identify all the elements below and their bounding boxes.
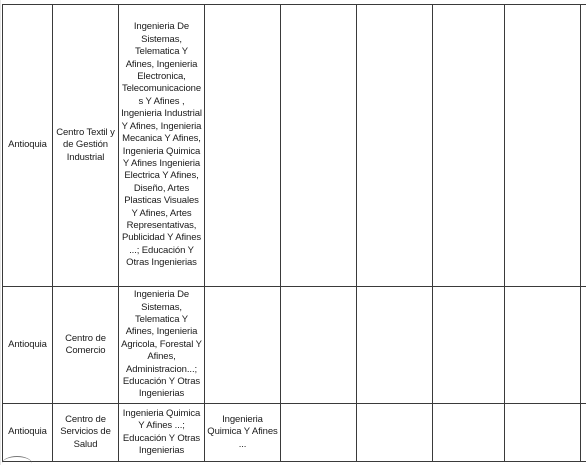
department-cell: Antioquia xyxy=(3,287,53,404)
programs-cell: Ingenieria De Sistemas, Telematica Y Afines, Ingenieria Agricola, Forestal Y Afines, Administracion...; Educación Y Otras Ingenierias xyxy=(119,287,205,404)
training-center-cell: Centro de Comercio xyxy=(53,287,119,404)
empty-cell xyxy=(205,287,281,404)
empty-cell xyxy=(281,5,357,287)
empty-cell xyxy=(581,287,586,404)
empty-cell xyxy=(205,5,281,287)
department-cell: Antioquia xyxy=(3,5,53,287)
table-row xyxy=(3,5,586,287)
programs-cell: Ingenieria Quimica Y Afines ...; Educación Y Otras Ingenierias xyxy=(119,404,205,462)
empty-cell xyxy=(357,287,433,404)
additional-programs-cell: Ingenieria Quimica Y Afines ... xyxy=(205,404,281,462)
empty-cell xyxy=(433,404,505,462)
empty-cell xyxy=(357,404,433,462)
table-row xyxy=(3,287,586,404)
empty-cell xyxy=(505,404,581,462)
empty-cell xyxy=(433,287,505,404)
department-cell: Antioquia xyxy=(3,404,53,462)
table-row xyxy=(3,404,586,462)
programs-cell: Ingenieria De Sistemas, Telematica Y Afines, Ingenieria Electronica, Telecomunicaciones Y Afines , Ingenieria Industrial Y Afines, Ingenieria Mecanica Y Afines, Ingenieria Quimica Y Afines Ingenieria Electrica Y Afines, Diseño, Artes Plasticas Visuales Y Afines, Artes Representativas, Publicidad Y Afines ...; Educación Y Otras Ingenierias xyxy=(119,5,205,287)
programs-table xyxy=(2,4,586,462)
empty-cell xyxy=(357,5,433,287)
empty-cell xyxy=(281,404,357,462)
training-center-cell: Centro de Servicios de Salud xyxy=(53,404,119,462)
empty-cell xyxy=(581,5,586,287)
empty-cell xyxy=(433,5,505,287)
empty-cell xyxy=(505,5,581,287)
training-center-cell: Centro Textil y de Gestión Industrial xyxy=(53,5,119,287)
page-corner-mark xyxy=(2,456,32,471)
empty-cell xyxy=(581,404,586,462)
empty-cell xyxy=(281,287,357,404)
empty-cell xyxy=(505,287,581,404)
page-edge xyxy=(0,0,1,465)
